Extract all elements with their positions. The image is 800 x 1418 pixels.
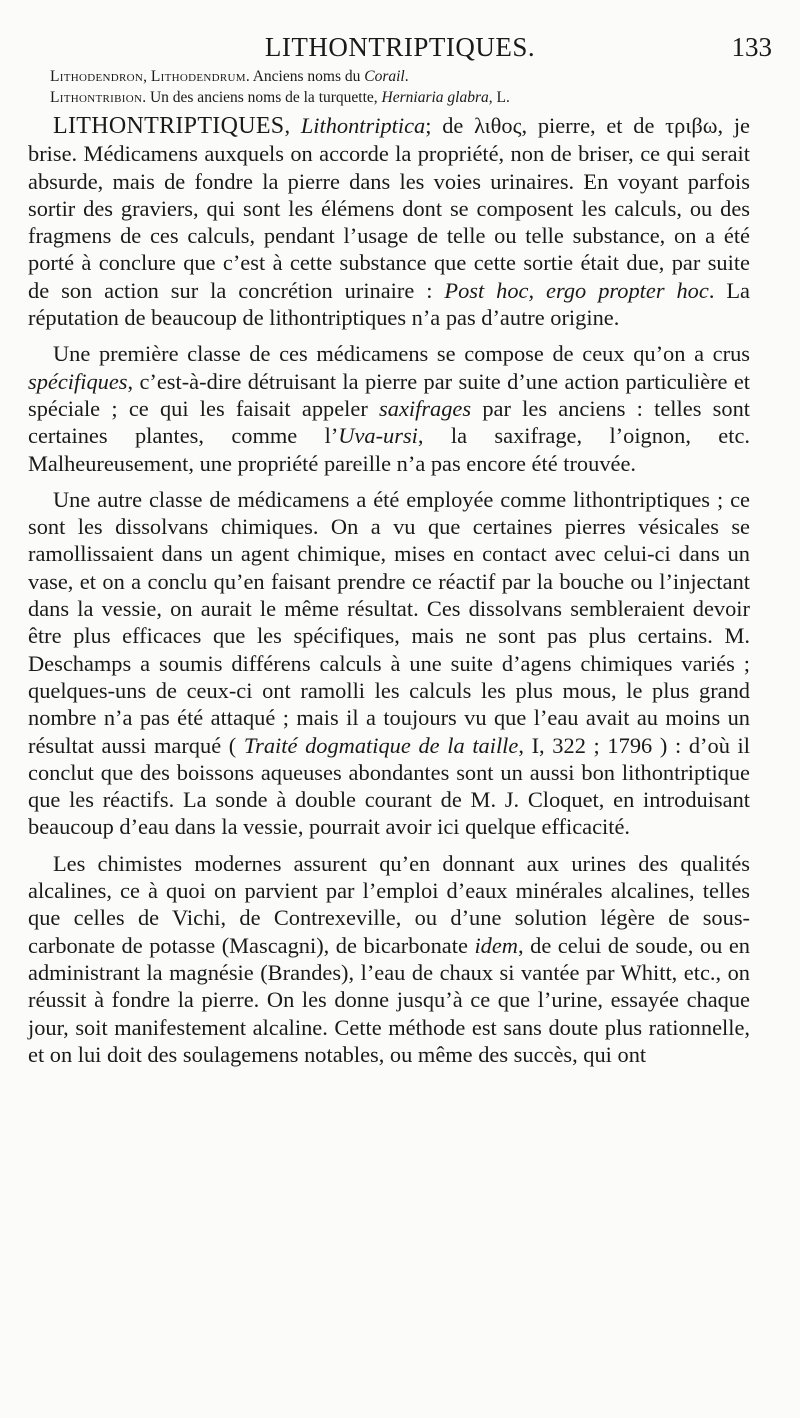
latin-term: Lithontriptica	[300, 113, 426, 138]
italic-term: saxifrages	[379, 395, 472, 421]
text-run: Une première classe de ces médicamens se compose de ceux qu’on a crus	[53, 341, 750, 367]
entry-text: . Un des anciens noms de la turquette,	[142, 89, 382, 106]
paragraph-definition	[28, 112, 750, 331]
entry-term: Lithodendron	[50, 68, 144, 85]
italic-term: spécifiques	[28, 368, 128, 394]
paragraph-alkaline	[28, 850, 750, 1068]
paragraph-specifics	[28, 340, 750, 476]
text-run: , I, 322 ; 1796 ) : d’où il conclut que des boissons aqueuses abondantes sont un aussi bon lithontriptique que les réactifs. La sonde à double courant de M. J. Cloquet, en introduisant beaucoup d’eau dans la vessie, pourrait avoir ici quelque efficacité.	[28, 732, 751, 840]
text-run: Les chimistes modernes assurent qu’en donnant aux urines des qualités alcalines, ce à quoi on parvient par l’emploi d’eaux minérales alcalines, telles que celles de Vichi, de Contrexeville, ou d’une solution légère de sous-carbonate de potasse (Mascagni), de bicarbonate	[28, 850, 750, 958]
page-number: 133	[731, 32, 772, 62]
text-run: par les anciens : telles sont certaines plantes, comme l’	[28, 395, 750, 449]
article-body	[28, 112, 750, 1077]
separator: ,	[143, 68, 151, 85]
entry-italic: Herniaria glabra	[381, 89, 489, 106]
entry-lithodendron	[50, 66, 770, 87]
book-reference: Traité dogmatique de la taille	[243, 732, 519, 758]
entry-term: Lithodendrum	[150, 68, 246, 85]
running-head	[0, 28, 800, 68]
entry-lithontribion	[50, 87, 770, 108]
entry-end: , L.	[488, 89, 510, 106]
text-run: Une autre classe de médicamens a été employée comme lithontriptiques ; ce sont les dissolvans chimiques. On a vu que certaines pierres vésicales se ramollissaient dans un agent chimique, mises en contact avec celui-ci dans un vase, et on a conclu qu’en faisant prendre ce réactif par la bouche ou l’injectant dans la vessie, on aurait le même résultat. Ces dissolvans sembleraient devoir être plus efficaces que les spécifiques, mais ne sont pas plus certains. M. Deschamps a soumis différens calculs à une suite d’agens chimiques variés ; quelques-uns de ceux-ci ont ramolli les calculs les plus mous, le plus grand nombre n’a pas été attaqué ; mais il a toujours vu que l’eau avait au moins un résultat aussi marqué (	[28, 486, 750, 758]
text-run: , de celui de soude, ou en administrant la magnésie (Brandes), l’eau de chaux si vantée par Whitt, etc., on réussit à fondre la pierre. On les donne jusqu’à ce que l’urine, essayée chaque jour, soit manifestement alcaline. Cette méthode est sans doute plus rationnelle, et on lui doit des soulagemens notables, ou même des succès, qui ont	[28, 932, 750, 1067]
italic-term: idem	[474, 932, 518, 958]
minor-entries	[50, 66, 770, 108]
text-run: ,	[284, 113, 301, 138]
entry-term: Lithontribion	[50, 89, 143, 106]
entry-text: . Anciens noms du	[245, 68, 365, 85]
article-headword: LITHONTRIPTIQUES	[53, 113, 285, 139]
entry-italic: Corail	[364, 68, 405, 85]
running-title: LITHONTRIPTIQUES.	[264, 32, 536, 62]
text-run: ; de λιθος, pierre, et de τριβω, je brise. Médicamens auxquels on accorde la propriété, non de briser, ce qui serait absurde, mais de fondre la pierre dans les voies urinaires. En voyant parfois sortir des graviers, qui sont les élémens dont se composent les calculs, ou des fragmens de ces calculs, pendant l’usage de telle ou telle substance, on a été porté à conclure que c’est à cette substance que cette sortie était due, par suite de son action sur la concrétion urinaire :	[28, 113, 750, 303]
paragraph-dissolvents	[28, 486, 750, 841]
italic-term: Uva-ursi	[338, 423, 418, 449]
text-run: , la saxifrage, l’oignon, etc. Malheureusement, une propriété pareille n’a pas encore été trouvée.	[28, 423, 750, 476]
text-run: . La réputation de beaucoup de lithontriptiques n’a pas d’autre origine.	[28, 277, 750, 331]
entry-end: .	[404, 68, 409, 85]
text-run: , c’est-à-dire détruisant la pierre par suite d’une action particulière et spéciale ; ce qui les faisait appeler	[28, 368, 750, 421]
latin-maxim: Post hoc, ergo propter hoc	[444, 277, 709, 303]
